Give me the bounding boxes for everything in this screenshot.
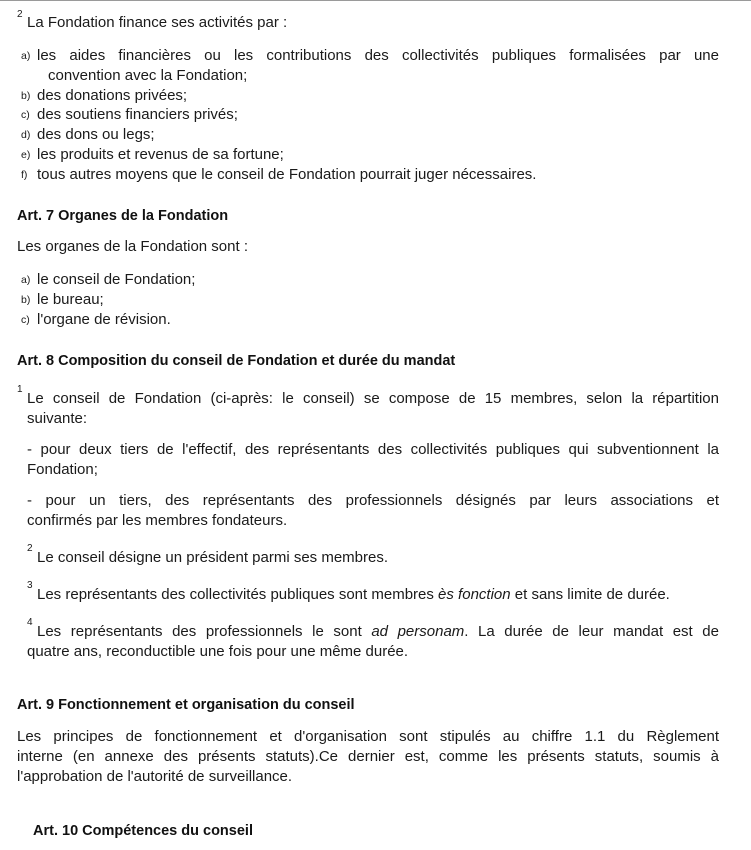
para-number: 4 — [27, 617, 33, 628]
list-item-text: les aides financières ou les contributions des collectivités publiques formalisées par une — [37, 47, 719, 64]
paragraph-line — [37, 585, 670, 605]
para-intro: La Fondation finance ses activités par : — [27, 14, 288, 31]
paragraph-line: - pour deux tiers de l'effectif, des représentants des collectivités publiques qui subventionnent la — [27, 441, 719, 458]
list-item-text: tous autres moyens que le conseil de Fondation pourrait juger nécessaires. — [37, 166, 537, 183]
text-run: Les représentants des professionnels le sont — [37, 623, 372, 640]
list-item-text: des dons ou legs; — [37, 126, 155, 143]
para-number: 2 — [27, 543, 33, 554]
text-run: et sans limite de durée. — [510, 586, 670, 603]
list-label: a) — [21, 274, 31, 286]
para-number: 1 — [17, 384, 23, 395]
section-heading-art9: Art. 9 Fonctionnement et organisation du conseil — [17, 697, 355, 713]
section-heading-art10: Art. 10 Compétences du conseil — [33, 823, 253, 839]
list-item-text: le bureau; — [37, 291, 104, 308]
list-label: b) — [21, 294, 31, 306]
top-rule — [0, 0, 751, 1]
para-number: 3 — [27, 580, 33, 591]
paragraph-line: interne (en annexe des présents statuts).Ce dernier est, comme les présents statuts, soumis à — [17, 748, 719, 765]
list-label: b) — [21, 90, 31, 102]
paragraph-line: - pour un tiers, des représentants des professionnels désignés par leurs associations et — [27, 492, 719, 509]
paragraph-line: Fondation; — [27, 461, 98, 478]
list-label: c) — [21, 314, 30, 326]
list-item-text: convention avec la Fondation; — [48, 67, 248, 84]
section-intro: Les organes de la Fondation sont : — [17, 238, 248, 255]
list-item-text: l'organe de révision. — [37, 311, 171, 328]
paragraph-line: Le conseil désigne un président parmi ses membres. — [37, 549, 389, 566]
paragraph-line: confirmés par les membres fondateurs. — [27, 512, 288, 529]
paragraph-line: l'approbation de l'autorité de surveillance. — [17, 768, 293, 785]
paragraph-line: Le conseil de Fondation (ci-après: le conseil) se compose de 15 membres, selon la répartition — [27, 390, 719, 407]
list-label: c) — [21, 109, 30, 121]
list-label: d) — [21, 129, 31, 141]
list-label: f) — [21, 169, 28, 181]
list-label: a) — [21, 50, 31, 62]
text-run: Les représentants des collectivités publiques sont membres — [37, 586, 439, 603]
list-item-text: des donations privées; — [37, 87, 188, 104]
para-number: 2 — [17, 9, 23, 20]
paragraph-line: quatre ans, reconductible une fois pour une même durée. — [27, 643, 409, 660]
paragraph-line — [37, 622, 719, 642]
section-heading-art7: Art. 7 Organes de la Fondation — [17, 208, 229, 224]
list-label: e) — [21, 149, 31, 161]
list-item-text: le conseil de Fondation; — [37, 271, 196, 288]
section-heading-art8: Art. 8 Composition du conseil de Fondation et durée du mandat — [17, 353, 456, 369]
list-item-text: des soutiens financiers privés; — [37, 106, 238, 123]
list-item-text: les produits et revenus de sa fortune; — [37, 146, 284, 163]
italic-term: ès fonction — [438, 586, 511, 603]
text-run: . La durée de leur mandat est de — [464, 623, 719, 640]
paragraph-line: suivante: — [27, 410, 88, 427]
italic-term: ad personam — [371, 623, 465, 640]
paragraph-line: Les principes de fonctionnement et d'organisation sont stipulés au chiffre 1.1 du Règlement — [17, 728, 719, 745]
